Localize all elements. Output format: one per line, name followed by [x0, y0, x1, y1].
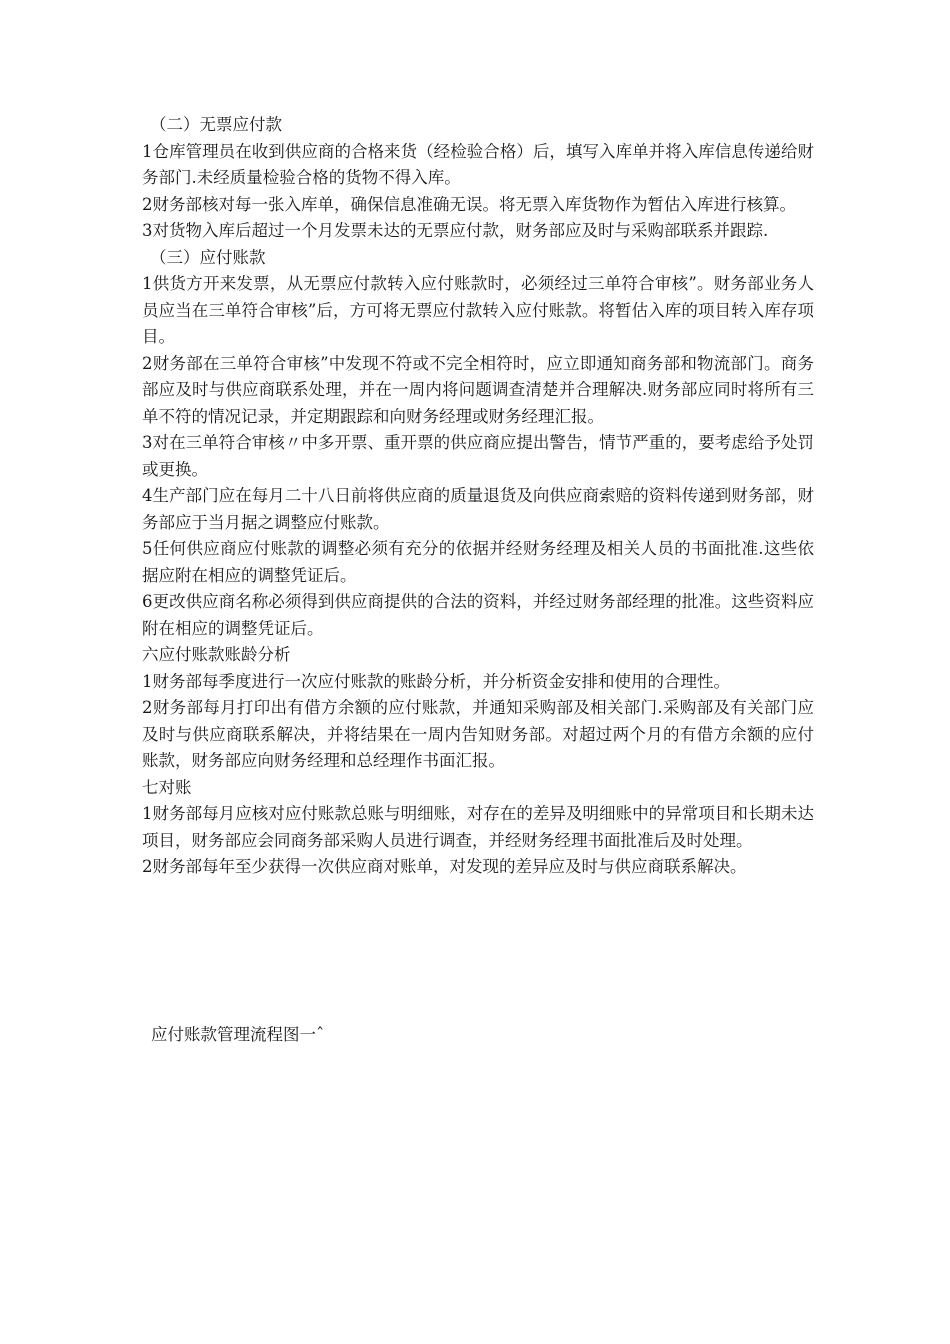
paragraph: 5任何供应商应付账款的调整必须有充分的依据并经财务经理及相关人员的书面批准.这些依据应附在相应的调整凭证后。 [142, 539, 814, 585]
section-heading: 七对账 [142, 777, 192, 797]
paragraph: 2财务部每年至少获得一次供应商对账单，对发现的差异应及时与供应商联系解决。 [142, 857, 747, 876]
section-heading: （三）应付账款 [150, 247, 266, 267]
paragraph: 6更改供应商名称必须得到供应商提供的合法的资料，并经过财务部经理的批准。这些资料应附在相应的调整凭证后。 [142, 592, 814, 638]
paragraph: 3对在三单符合审核〃中多开票、重开票的供应商应提出警告，情节严重的，要考虑给予处罚或更换。 [142, 433, 814, 479]
section-heading: 六应付账款账龄分析 [142, 645, 291, 664]
paragraph: 2财务部每月打印出有借方余额的应付账款，并通知采购部及相关部门.采购部及有关部门应及时与供应商联系解决，并将结果在一周内告知财务部。对超过两个月的有借方余额的应付账款，财务部应向财务经理和总经理作书面汇报。 [142, 698, 814, 770]
paragraph: 3对货物入库后超过一个月发票未达的无票应付款，财务部应及时与采购部联系并跟踪. [142, 221, 769, 240]
paragraph: 1供货方开来发票，从无票应付款转入应付账款时，必须经过三单符合审核”。财务部业务人员应当在三单符合审核”后，方可将无票应付款转入应付账款。将暂估入库的项目转入库存项目。 [142, 274, 814, 346]
paragraph: 2财务部核对每一张入库单，确保信息准确无误。将无票入库货物作为暂估入库进行核算。 [142, 194, 796, 214]
paragraph: 1财务部每月应核对应付账款总账与明细账，对存在的差异及明细账中的异常项目和长期未达项目，财务部应会同商务部采购人员进行调查，并经财务经理书面批准后及时处理。 [142, 804, 814, 850]
paragraph: 1仓库管理员在收到供应商的合格来货（经检验合格）后，填写入库单并将入库信息传递给财务部门.未经质量检验合格的货物不得入库。 [142, 141, 814, 187]
document-body [142, 112, 814, 881]
flowchart-title: 应付账款管理流程图一ˆ [151, 1025, 325, 1044]
section-heading: （二）无票应付款 [150, 115, 282, 134]
paragraph: 1财务部每季度进行一次应付账款的账龄分析，并分析资金安排和使用的合理性。 [142, 671, 730, 691]
paragraph: 4生产部门应在每月二十八日前将供应商的质量退货及向供应商索赔的资料传递到财务部，财务部应于当月据之调整应付账款。 [142, 486, 814, 532]
paragraph: 2财务部在三单符合审核”中发现不符或不完全相符时，应立即通知商务部和物流部门。商务部应及时与供应商联系处理，并在一周内将问题调查清楚并合理解决.财务部应同时将所有三单不符的情况记录，并定期跟踪和向财务经理或财务经理汇报。 [142, 353, 814, 426]
